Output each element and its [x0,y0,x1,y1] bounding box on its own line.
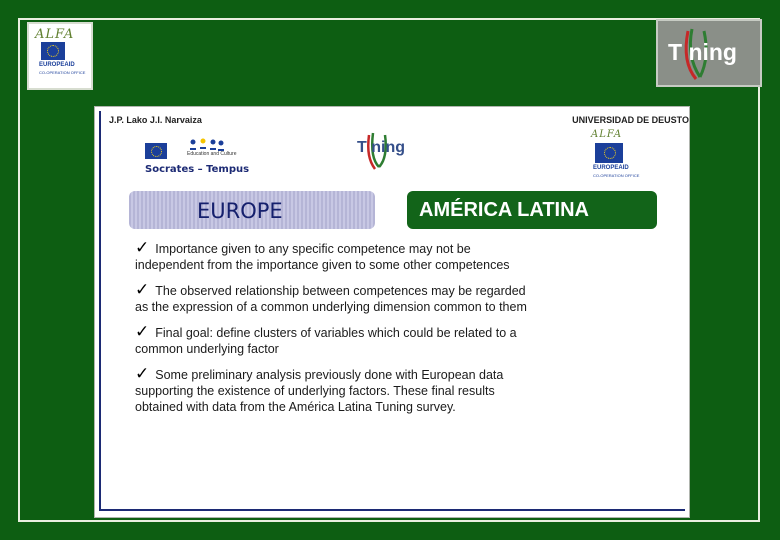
bullet-item [135,282,675,315]
europe-label: EUROPE [197,199,283,223]
alfa-europeaid-logo [27,22,93,90]
slide-university: UNIVERSIDAD DE DEUSTO [572,115,689,125]
eu-flag-icon [41,42,65,60]
bullet-item [135,324,675,357]
europeaid-label [593,165,643,179]
checkmark-icon: ✓ [135,238,150,257]
slide-authors: J.P. Lako J.I. Narvaiza [109,115,202,125]
tuning-logo [656,19,762,87]
bullet-item [135,240,675,273]
europeaid-subtext: CO-OPERATION OFFICE [39,70,86,75]
socrates-tempus-text: Socrates – Tempus [145,164,250,175]
checkmark-icon: ✓ [135,322,150,341]
bullet-line: Importance given to any specific competence may not be [155,242,471,256]
bullet-line: obtained with data from the América Latina Tuning survey. [135,400,456,414]
checkmark-icon: ✓ [135,280,150,299]
eu-flag-icon [145,143,167,159]
europeaid-subtext: CO-OPERATION OFFICE [593,173,640,178]
slide-image [94,106,690,518]
tuning-wordmark: T ning [668,39,737,65]
bullet-list [135,240,675,424]
america-latina-banner [407,191,657,229]
america-latina-label: AMÉRICA LATINA [419,199,589,221]
slide-alfa-logo [591,129,640,179]
alfa-wordmark: ALFA [35,27,75,42]
europeaid-text: EUROPEAID [39,62,75,68]
checkmark-icon: ✓ [135,364,150,383]
bullet-item [135,366,675,415]
bullet-line: The observed relationship between competences may be regarded [155,284,526,298]
europeaid-label [39,62,89,76]
bullet-line: supporting the existence of underlying factors. These final results [135,384,495,398]
bullet-line: Final goal: define clusters of variables which could be related to a [155,326,517,340]
alfa-wordmark: ALFA [591,129,623,140]
eu-flag-icon [595,143,623,163]
education-culture-text: Education and Culture [187,151,237,157]
bullet-line: Some preliminary analysis previously done with European data [155,368,504,382]
europe-banner [129,191,375,229]
socrates-tempus-logo [143,137,253,177]
bullet-line: as the expression of a common underlying dimension common to them [135,300,527,314]
bullet-line: common underlying factor [135,342,279,356]
europeaid-text: EUROPEAID [593,165,629,171]
slide-tuning-wordmark: T ning [357,139,405,156]
bullet-line: independent from the importance given to some other competences [135,258,510,272]
